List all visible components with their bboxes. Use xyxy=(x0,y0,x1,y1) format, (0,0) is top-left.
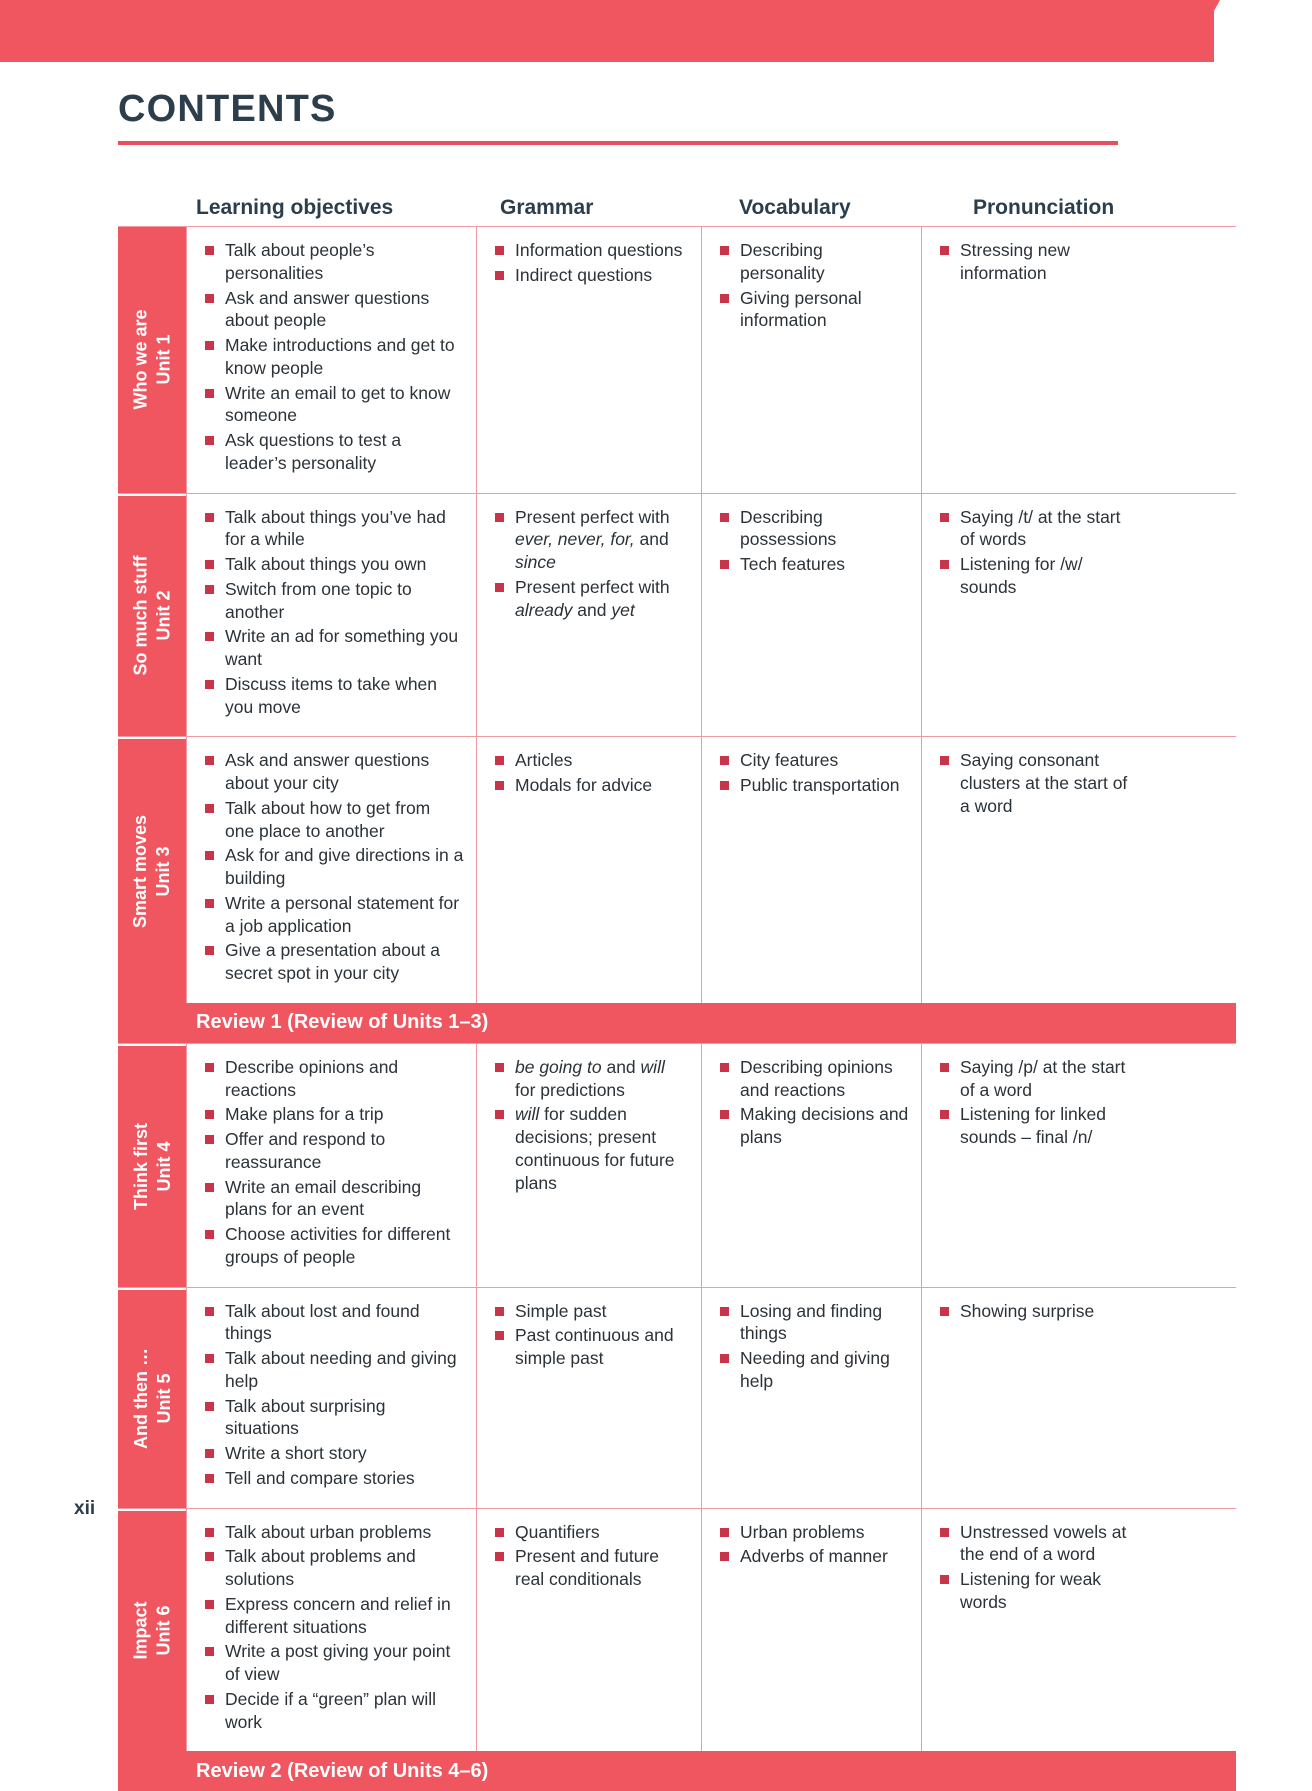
list-item: Talk about things you’ve had for a while xyxy=(197,506,464,552)
unit-grammar-list xyxy=(487,1056,689,1195)
unit-pronunciation-list xyxy=(932,506,1139,599)
list-item: Saying consonant clusters at the start of a word xyxy=(932,749,1139,817)
unit-vocabulary-list xyxy=(712,1521,909,1569)
list-item: Listening for linked sounds – final /n/ xyxy=(932,1103,1139,1149)
list-item: Past continuous and simple past xyxy=(487,1324,689,1370)
unit-pronunciation-list xyxy=(932,1300,1139,1323)
table-body xyxy=(118,226,1236,1791)
list-item: Adverbs of manner xyxy=(712,1545,909,1568)
cell-objectives xyxy=(186,227,476,493)
unit-pronunciation-list xyxy=(932,1521,1139,1614)
list-item: Choose activities for different groups of people xyxy=(197,1223,464,1269)
list-item: Write a short story xyxy=(197,1442,464,1465)
cell-vocabulary xyxy=(701,494,921,737)
list-item: Simple past xyxy=(487,1300,689,1323)
table-row xyxy=(118,736,1236,1003)
list-item: Talk about people’s personalities xyxy=(197,239,464,285)
cell-objectives xyxy=(186,1509,476,1752)
list-item: will for sudden decisions; present continuous for future plans xyxy=(487,1103,689,1194)
list-item: Losing and finding things xyxy=(712,1300,909,1346)
list-item: Talk about things you own xyxy=(197,553,464,576)
list-item: Switch from one topic to another xyxy=(197,578,464,624)
list-item: Saying /t/ at the start of words xyxy=(932,506,1139,552)
list-item: Tell and compare stories xyxy=(197,1467,464,1490)
list-item: Talk about needing and giving help xyxy=(197,1347,464,1393)
column-header-grammar: Grammar xyxy=(500,196,594,219)
unit-objectives-list xyxy=(197,506,464,719)
cell-pronunciation xyxy=(921,1509,1151,1752)
unit-pronunciation-list xyxy=(932,749,1139,817)
cell-pronunciation xyxy=(921,227,1151,493)
list-item: Make plans for a trip xyxy=(197,1103,464,1126)
unit-label-cell xyxy=(118,737,186,1003)
table-row xyxy=(118,1043,1236,1287)
table-column-headers xyxy=(118,168,1236,226)
list-item: Saying /p/ at the start of a word xyxy=(932,1056,1139,1102)
column-header-pronunciation: Pronunciation xyxy=(973,196,1115,219)
unit-row-3 xyxy=(118,737,1236,1003)
list-item: City features xyxy=(712,749,909,772)
cell-grammar xyxy=(476,737,701,1003)
list-item: Write an email to get to know someone xyxy=(197,382,464,428)
unit-row-4 xyxy=(118,1044,1236,1287)
list-item: Tech features xyxy=(712,553,909,576)
unit-row-1 xyxy=(118,227,1236,493)
list-item: Present perfect with ever, never, for, and since xyxy=(487,506,689,574)
unit-number: Unit 2 xyxy=(153,590,173,641)
list-item: Present and future real conditionals xyxy=(487,1545,689,1591)
unit-objectives-list xyxy=(197,1300,464,1490)
top-band-notch xyxy=(1186,0,1220,62)
unit-row-6 xyxy=(118,1509,1236,1752)
unit-vocabulary-list xyxy=(712,1056,909,1149)
list-item: Describing opinions and reactions xyxy=(712,1056,909,1102)
unit-vocabulary-list xyxy=(712,749,909,797)
cell-objectives xyxy=(186,737,476,1003)
list-item: Discuss items to take when you move xyxy=(197,673,464,719)
review-2-banner-label: Review 2 (Review of Units 4–6) xyxy=(196,1759,489,1782)
list-item: Public transportation xyxy=(712,774,909,797)
unit-grammar-list xyxy=(487,1521,689,1591)
contents-table xyxy=(118,168,1236,1791)
list-item: Articles xyxy=(487,749,689,772)
list-item: Write an email describing plans for an event xyxy=(197,1176,464,1222)
list-item: Talk about problems and solutions xyxy=(197,1545,464,1591)
list-item: Needing and giving help xyxy=(712,1347,909,1393)
cell-vocabulary xyxy=(701,1509,921,1752)
list-item: Talk about surprising situations xyxy=(197,1395,464,1441)
unit-label-cell xyxy=(118,1509,186,1752)
cell-objectives xyxy=(186,1044,476,1287)
unit-grammar-list xyxy=(487,239,689,287)
table-row xyxy=(118,226,1236,493)
unit-grammar-list xyxy=(487,506,689,622)
list-item: Talk about lost and found things xyxy=(197,1300,464,1346)
list-item: Urban problems xyxy=(712,1521,909,1544)
list-item: Ask and answer questions about your city xyxy=(197,749,464,795)
unit-name: Smart moves xyxy=(130,814,151,928)
unit-objectives-list xyxy=(197,1521,464,1734)
list-item: Talk about how to get from one place to another xyxy=(197,797,464,843)
list-item: Stressing new information xyxy=(932,239,1139,285)
review-1-banner-label: Review 1 (Review of Units 1–3) xyxy=(196,1011,489,1034)
unit-label-cell xyxy=(118,227,186,493)
review-2-banner xyxy=(118,1751,1236,1791)
list-item: Talk about urban problems xyxy=(197,1521,464,1544)
cell-vocabulary xyxy=(701,1044,921,1287)
cell-vocabulary xyxy=(701,227,921,493)
list-item: Making decisions and plans xyxy=(712,1103,909,1149)
list-item: Listening for weak words xyxy=(932,1568,1139,1614)
list-item: Give a presentation about a secret spot in your city xyxy=(197,939,464,985)
unit-vocabulary-list xyxy=(712,506,909,576)
top-band-bar xyxy=(0,0,1214,62)
list-item: Unstressed vowels at the end of a word xyxy=(932,1521,1139,1567)
unit-vocabulary-list xyxy=(712,1300,909,1393)
list-item: Ask for and give directions in a building xyxy=(197,844,464,890)
title-underline xyxy=(118,141,1118,145)
cell-pronunciation xyxy=(921,1288,1151,1508)
list-item: Write a personal statement for a job application xyxy=(197,892,464,938)
list-item: Make introductions and get to know people xyxy=(197,334,464,380)
unit-vocabulary-list xyxy=(712,239,909,332)
unit-grammar-list xyxy=(487,749,689,797)
unit-name: So much stuff xyxy=(130,555,151,676)
unit-label-cell xyxy=(118,494,186,737)
cell-pronunciation xyxy=(921,494,1151,737)
list-item: Ask questions to test a leader’s personality xyxy=(197,429,464,475)
column-header-objectives: Learning objectives xyxy=(196,196,394,219)
unit-number: Unit 4 xyxy=(153,1141,174,1192)
list-item: Showing surprise xyxy=(932,1300,1139,1323)
unit-number: Unit 6 xyxy=(153,1605,173,1656)
unit-grammar-list xyxy=(487,1300,689,1370)
list-item: Describing personality xyxy=(712,239,909,285)
unit-pronunciation-list xyxy=(932,239,1139,285)
cell-objectives xyxy=(186,494,476,737)
list-item: Ask and answer questions about people xyxy=(197,287,464,333)
unit-name: Think first xyxy=(130,1122,151,1210)
cell-grammar xyxy=(476,1044,701,1287)
unit-objectives-list xyxy=(197,1056,464,1269)
list-item: Describe opinions and reactions xyxy=(197,1056,464,1102)
unit-objectives-list xyxy=(197,239,464,475)
list-item: Indirect questions xyxy=(487,264,689,287)
unit-number: Unit 1 xyxy=(153,334,173,385)
list-item: Decide if a “green” plan will work xyxy=(197,1688,464,1734)
cell-vocabulary xyxy=(701,1288,921,1508)
list-item: Describing possessions xyxy=(712,506,909,552)
table-row xyxy=(118,1287,1236,1508)
cell-grammar xyxy=(476,1509,701,1752)
unit-label-cell xyxy=(118,1044,186,1287)
unit-row-5 xyxy=(118,1288,1236,1508)
unit-pronunciation-list xyxy=(932,1056,1139,1149)
list-item: Modals for advice xyxy=(487,774,689,797)
cell-grammar xyxy=(476,494,701,737)
cell-pronunciation xyxy=(921,737,1151,1003)
unit-row-2 xyxy=(118,494,1236,737)
cell-pronunciation xyxy=(921,1044,1151,1287)
page-number: xii xyxy=(74,1498,96,1519)
list-item: Quantifiers xyxy=(487,1521,689,1544)
cell-objectives xyxy=(186,1288,476,1508)
list-item: Information questions xyxy=(487,239,689,262)
cell-grammar xyxy=(476,1288,701,1508)
unit-number: Unit 3 xyxy=(153,846,173,897)
table-row xyxy=(118,1508,1236,1752)
page-title: CONTENTS xyxy=(118,88,337,130)
list-item: Express concern and relief in different situations xyxy=(197,1593,464,1639)
list-item: Offer and respond to reassurance xyxy=(197,1128,464,1174)
list-item: Write an ad for something you want xyxy=(197,625,464,671)
list-item: Giving personal information xyxy=(712,287,909,333)
review-1-banner xyxy=(118,1003,1236,1043)
cell-grammar xyxy=(476,227,701,493)
unit-name: Impact xyxy=(130,1601,151,1660)
column-header-vocabulary: Vocabulary xyxy=(739,196,851,219)
unit-name: And then … xyxy=(130,1348,151,1449)
list-item: Present perfect with already and yet xyxy=(487,576,689,622)
cell-vocabulary xyxy=(701,737,921,1003)
unit-objectives-list xyxy=(197,749,464,985)
unit-number: Unit 5 xyxy=(153,1373,173,1424)
list-item: Write a post giving your point of view xyxy=(197,1640,464,1686)
list-item: be going to and will for predictions xyxy=(487,1056,689,1102)
table-row xyxy=(118,493,1236,737)
list-item: Listening for /w/ sounds xyxy=(932,553,1139,599)
unit-name: Who we are xyxy=(130,309,151,410)
top-red-band xyxy=(0,0,1312,62)
unit-label-cell xyxy=(118,1288,186,1508)
